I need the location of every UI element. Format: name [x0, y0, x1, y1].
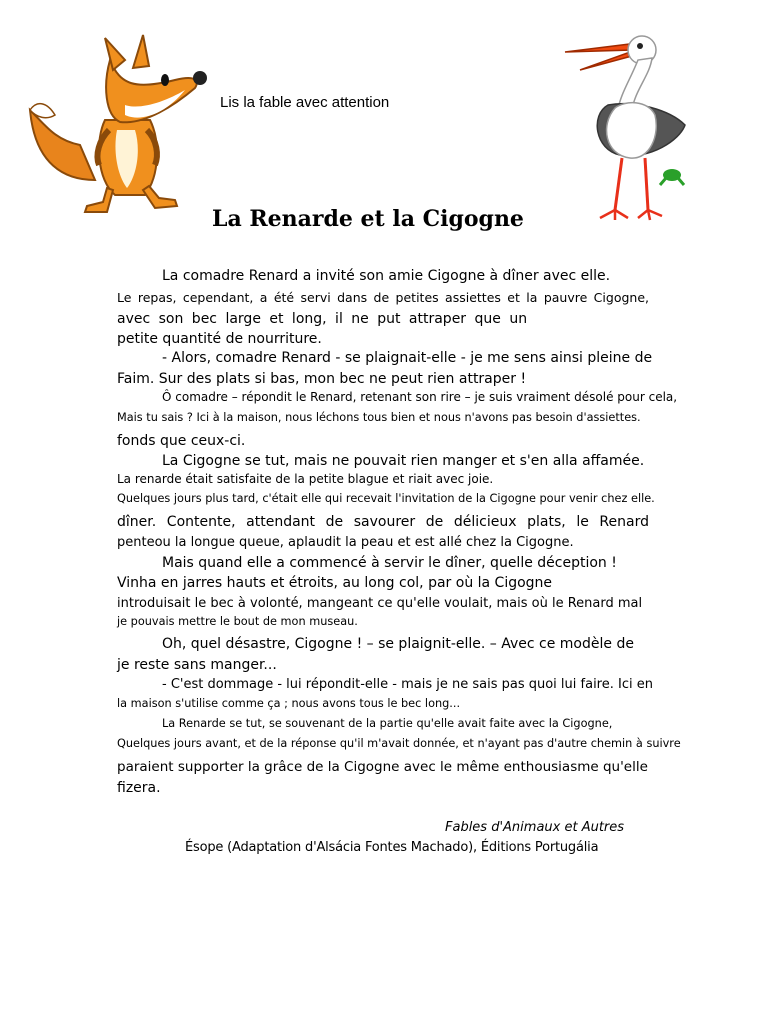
text-line-18: je pouvais mettre le bout de mon museau. [117, 615, 358, 628]
text-line-25: paraient supporter la grâce de la Cigogne avec le même enthousiasme qu'elle [117, 759, 648, 775]
text-line-2: Le repas, cependant, a été servi dans de petites assiettes et la pauvre Cigogne, [117, 290, 649, 305]
text-line-10: La Cigogne se tut, mais ne pouvait rien manger et s'en alla affamée. [162, 453, 645, 469]
text-line-4: petite quantité de nourriture. [117, 331, 322, 347]
fox-illustration [25, 30, 215, 220]
text-line-21: - C'est dommage - lui répondit-elle - mais je ne sais pas quoi lui faire. Ici en [162, 677, 653, 692]
text-line-1: La comadre Renard a invité son amie Cigogne à dîner avec elle. [162, 268, 611, 284]
text-line-15: Mais quand elle a commencé à servir le dîner, quelle déception ! [162, 555, 617, 571]
text-line-5: - Alors, comadre Renard - se plaignait-elle - je me sens ainsi pleine de [162, 350, 653, 366]
text-line-11: La renarde était satisfaite de la petite blague et riait avec joie. [117, 472, 494, 486]
text-line-17: introduisait le bec à volonté, mangeant ce qu'elle voulait, mais où le Renard mal [117, 596, 643, 611]
text-line-9: fonds que ceux-ci. [117, 433, 246, 449]
text-line-20: je reste sans manger... [117, 657, 277, 673]
credit-collection: Fables d'Animaux et Autres [445, 820, 625, 835]
text-line-24: Quelques jours avant, et de la réponse qu'il m'avait donnée, et n'ayant pas d'autre chemin à suivre [117, 737, 681, 750]
text-line-19: Oh, quel désastre, Cigogne ! – se plaignit-elle. – Avec ce modèle de [162, 636, 634, 652]
credit-source: Ésope (Adaptation d'Alsácia Fontes Machado), Éditions Portugália [185, 840, 599, 855]
text-line-13: dîner. Contente, attendant de savourer de délicieux plats, le Renard [117, 514, 649, 530]
text-line-23: La Renarde se tut, se souvenant de la partie qu'elle avait faite avec la Cigogne, [162, 717, 613, 730]
text-line-16: Vinha en jarres hauts et étroits, au long col, par où la Cigogne [117, 575, 553, 591]
fable-title: La Renarde et la Cigogne [212, 206, 524, 232]
text-line-12: Quelques jours plus tard, c'était elle qui recevait l'invitation de la Cigogne pour venir chez elle. [117, 492, 655, 505]
text-line-22: la maison s'utilise comme ça ; nous avons tous le bec long... [117, 697, 461, 710]
text-line-3: avec son bec large et long, il ne put attraper que un [117, 311, 528, 327]
text-line-7: Ô comadre – répondit le Renard, retenant son rire – je suis vraiment désolé pour cela, [162, 390, 678, 404]
text-line-6: Faim. Sur des plats si bas, mon bec ne peut rien attraper ! [117, 371, 527, 387]
text-line-8: Mais tu sais ? Ici à la maison, nous léchons tous bien et nous n'avons pas besoin d'assiettes. [117, 411, 641, 424]
stork-illustration [560, 30, 700, 230]
instruction-text: Lis la fable avec attention [220, 94, 390, 111]
text-line-14: penteou la longue queue, aplaudit la peau et est allé chez la Cigogne. [117, 535, 574, 550]
text-line-26: fizera. [117, 780, 161, 796]
